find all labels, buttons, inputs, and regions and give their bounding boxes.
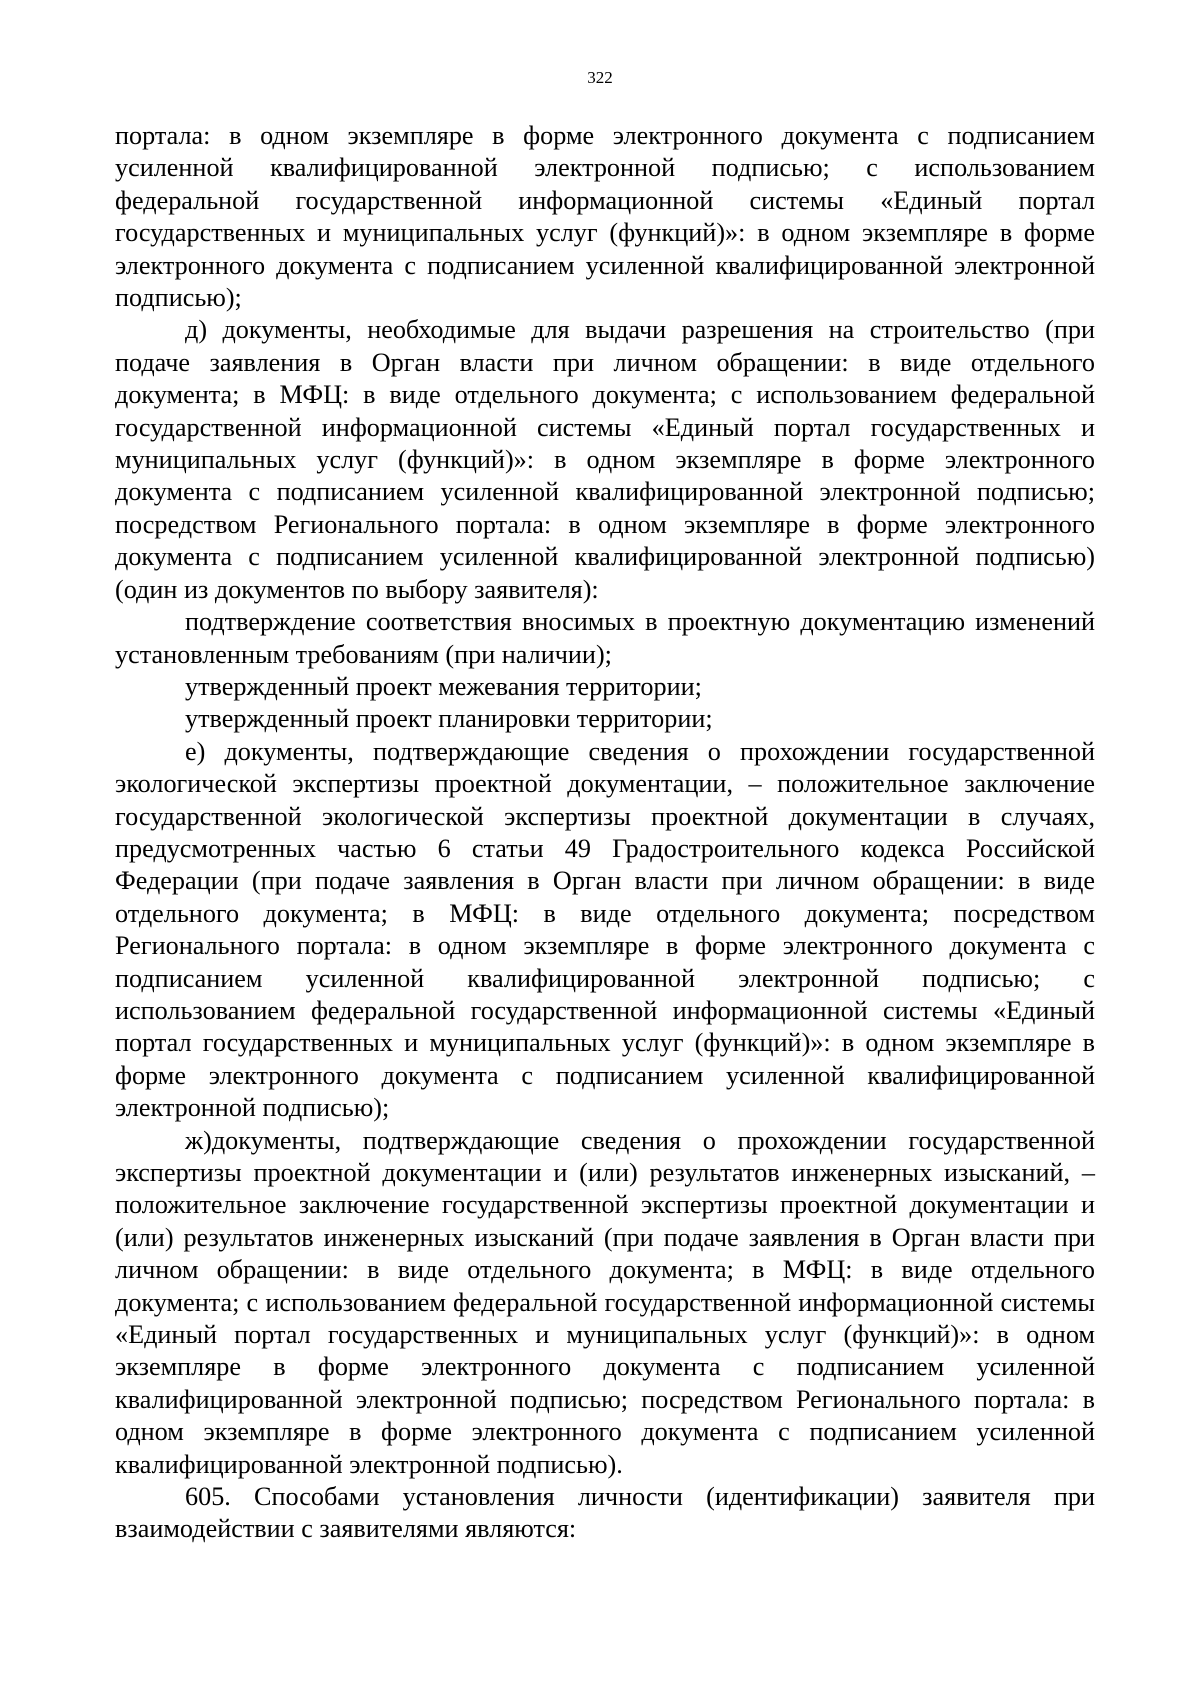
- paragraph-e: е) документы, подтверждающие сведения о прохождении государственной экологической экспертизы проектной документации, – положительное заключение государственной экологической экспертизы проектной документации в случаях, предусмотренных частью 6 статьи 49 Градостроительного кодекса Российской Федерации (при подаче заявления в Орган власти при личном обращении: в виде отдельного документа; в МФЦ: в виде отдельного документа; посредством Регионального портала: в одном экземпляре в форме электронного документа с подписанием усиленной квалифицированной электронной подписью; с использованием федеральной государственной информационной системы «Единый портал государственных и муниципальных услуг (функций)»: в одном экземпляре в форме электронного документа с подписанием усиленной квалифицированной электронной подписью);: [115, 736, 1095, 1123]
- list-item-d-2: утвержденный проект межевания территории;: [185, 671, 702, 701]
- document-body: [115, 120, 1095, 1546]
- paragraph-605: 605. Способами установления личности (идентификации) заявителя при взаимодействии с заявителями являются:: [115, 1482, 1095, 1544]
- list-item-d-1: подтверждение соответствия вносимых в проектную документацию изменений установленным требованиям (при наличии);: [115, 607, 1095, 669]
- page-number: 322: [587, 68, 613, 87]
- list-item-d-3: утвержденный проект планировки территории;: [185, 704, 713, 734]
- paragraph-zh: ж)документы, подтверждающие сведения о прохождении государственной экспертизы проектной документации и (или) результатов инженерных изысканий, – положительное заключение государственной экспертизы проектной документации и (или) результатов инженерных изысканий (при подаче заявления в Орган власти при личном обращении: в виде отдельного документа; в МФЦ: в виде отдельного документа; с использованием федеральной государственной информационной системы «Единый портал государственных и муниципальных услуг (функций)»: в одном экземпляре в форме электронного документа с подписанием усиленной квалифицированной электронной подписью; посредством Регионального портала: в одном экземпляре в форме электронного документа с подписанием усиленной квалифицированной электронной подписью).: [115, 1125, 1095, 1479]
- paragraph-d: д) документы, необходимые для выдачи разрешения на строительство (при подаче заявления в Орган власти при личном обращении: в виде отдельного документа; в МФЦ: в виде отдельного документа; с использованием федеральной государственной информационной системы «Единый портал государственных и муниципальных услуг (функций)»: в одном экземпляре в форме электронного документа с подписанием усиленной квалифицированной электронной подписью; посредством Регионального портала: в одном экземпляре в форме электронного документа с подписанием усиленной квалифицированной электронной подписью) (один из документов по выбору заявителя):: [115, 315, 1095, 604]
- paragraph-continuation: портала: в одном экземпляре в форме электронного документа с подписанием усиленной квалифицированной электронной подписью; с использованием федеральной государственной информационной системы «Единый портал государственных и муниципальных услуг (функций)»: в одном экземпляре в форме электронного документа с подписанием усиленной квалифицированной электронной подписью);: [115, 121, 1095, 313]
